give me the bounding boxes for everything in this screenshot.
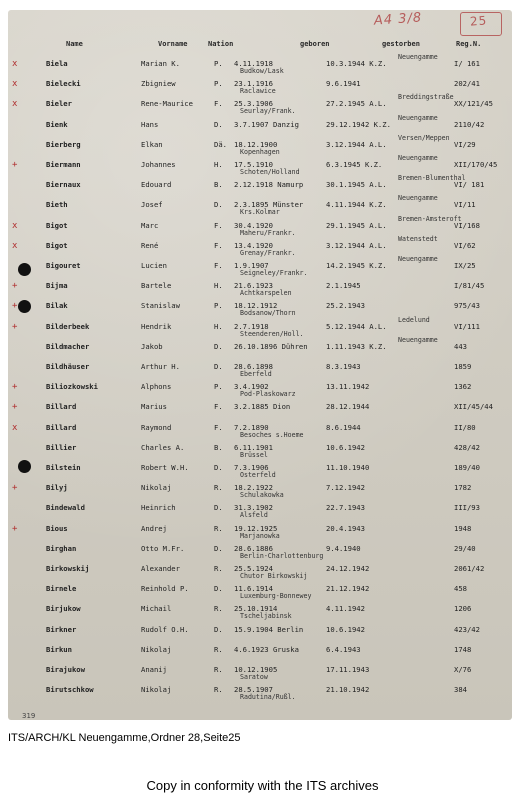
row-reg-number: II/80	[454, 422, 476, 432]
row-surname: Bindewald	[46, 503, 85, 513]
row-died-date: 25.2.1943	[326, 301, 365, 311]
row-died-date: 2.1.1945	[326, 281, 361, 291]
row-nation: P.	[214, 382, 223, 392]
row-born-date: 30.4.1920	[234, 220, 273, 230]
row-mark: +	[12, 321, 18, 332]
row-firstname: Hans	[141, 119, 159, 129]
row-nation: F.	[214, 220, 223, 230]
row-firstname: Rudolf O.H.	[141, 624, 189, 634]
row-died-date: 21.10.1942	[326, 685, 370, 695]
table-row	[8, 682, 512, 702]
row-born-place: Tscheljabinsk	[240, 612, 292, 621]
row-firstname: Alphons	[141, 382, 172, 392]
row-born-place: Pod-Plaskowarz	[240, 390, 296, 399]
row-died-date: 3.12.1944 A.L.	[326, 240, 387, 250]
row-reg-number: 458	[454, 584, 467, 594]
row-nation: H.	[214, 321, 223, 331]
row-died-date: 6.3.1945 K.Z.	[326, 160, 383, 169]
table-row	[8, 561, 512, 581]
table-row	[8, 581, 512, 601]
row-died-date: 24.12.1942	[326, 564, 370, 573]
row-firstname: Arthur H.	[141, 362, 180, 371]
row-firstname: Ananij	[141, 665, 167, 674]
row-nation: R.	[214, 523, 223, 533]
row-nation: R.	[214, 644, 223, 654]
row-nation: F.	[214, 261, 223, 270]
row-surname: Bious	[46, 523, 68, 533]
row-born-place: Krs.Kolmar	[240, 208, 280, 217]
row-died-date: 28.12.1944	[326, 402, 370, 412]
row-nation: D.	[214, 200, 223, 210]
row-reg-number: 423/42	[454, 624, 480, 634]
row-reg-number: XX/121/45	[454, 99, 493, 109]
row-firstname: Hendrik	[141, 321, 172, 331]
row-surname: Bilstein	[46, 463, 81, 472]
table-row	[8, 379, 512, 399]
row-born-place: Chutor Birkowskij	[240, 572, 308, 580]
row-surname: Birnele	[46, 584, 77, 594]
row-born-date: 26.10.1896 Dühren	[234, 341, 308, 351]
row-surname: Bijma	[46, 281, 68, 291]
row-born-date: 7.3.1906	[234, 463, 269, 472]
row-firstname: Lucien	[141, 261, 167, 270]
row-died-date: 4.11.1944 K.Z.	[326, 200, 387, 210]
row-surname: Billier	[46, 442, 77, 452]
row-surname: Biela	[46, 59, 68, 68]
row-surname: Bilyj	[46, 483, 68, 493]
row-surname: Birghan	[46, 543, 77, 553]
row-surname: Birjukow	[46, 604, 81, 614]
row-surname: Birutschkow	[46, 685, 94, 695]
row-nation: R.	[214, 685, 223, 695]
row-mark: +	[12, 281, 18, 292]
row-died-date: 29.1.1945 A.L.	[326, 220, 387, 230]
row-died-date: 29.12.1942 K.Z.	[326, 119, 391, 129]
row-firstname: Edouard	[141, 180, 172, 190]
row-born-date: 1.9.1907	[234, 261, 269, 270]
row-firstname: Johannes	[141, 160, 176, 169]
row-reg-number: VI/ 181	[454, 180, 485, 190]
row-surname: Birkowskij	[46, 564, 90, 573]
row-born-place: Marjanowka	[240, 531, 280, 540]
row-born-place: Besoches s.Hoeme	[240, 430, 304, 439]
row-firstname: Nikolaj	[141, 685, 172, 695]
row-born-date: 28.5.1907	[234, 685, 273, 695]
row-nation: R.	[214, 564, 223, 573]
row-born-date: 2.7.1918	[234, 321, 269, 331]
row-mark: +	[12, 160, 18, 170]
row-surname: Birkun	[46, 644, 72, 654]
row-surname: Bildhäuser	[46, 362, 90, 371]
row-died-note: Neuengamme	[398, 255, 438, 263]
row-died-note: Breddingstraße	[398, 93, 454, 102]
row-died-date: 9.4.1940	[326, 543, 361, 553]
row-surname: Bielecki	[46, 79, 81, 89]
header-reg: Reg.N.	[456, 40, 482, 48]
row-died-date: 1.11.1943 K.Z.	[326, 341, 387, 351]
row-nation: H.	[214, 281, 223, 291]
row-born-date: 17.5.1910	[234, 160, 273, 169]
row-died-note: Bremen-Blumenthal	[398, 174, 466, 183]
table-row	[8, 460, 512, 480]
row-died-note: Versen/Meppen	[398, 133, 450, 142]
row-died-date: 4.11.1942	[326, 604, 365, 614]
row-died-date: 7.12.1942	[326, 483, 365, 493]
row-died-date: 10.6.1942	[326, 442, 365, 452]
table-row	[8, 399, 512, 419]
header-nation: Nation	[208, 40, 234, 48]
row-nation: B.	[214, 442, 223, 452]
table-row	[8, 359, 512, 379]
row-nation: Dä.	[214, 139, 227, 149]
row-nation: B.	[214, 180, 223, 190]
row-nation: F.	[214, 402, 223, 412]
row-reg-number: 1948	[454, 523, 472, 533]
row-surname: Biermann	[46, 160, 81, 169]
table-row	[8, 53, 512, 76]
row-firstname: Heinrich	[141, 503, 176, 513]
row-firstname: Otto M.Fr.	[141, 543, 185, 553]
row-born-date: 13.4.1920	[234, 240, 273, 250]
table-row	[8, 255, 512, 278]
row-reg-number: 428/42	[454, 442, 480, 452]
row-reg-number: 1859	[454, 362, 472, 371]
row-nation: F.	[214, 99, 223, 109]
row-reg-number: IX/25	[454, 261, 476, 270]
row-died-note: Watenstedt	[398, 234, 438, 243]
table-row	[8, 420, 512, 440]
row-surname: Bieth	[46, 200, 68, 210]
row-born-date: 2.12.1918 Namurp	[234, 180, 304, 190]
row-firstname: Nikolaj	[141, 644, 172, 654]
row-nation: F.	[214, 240, 223, 250]
row-surname: Biernaux	[46, 180, 81, 190]
row-nation: D.	[214, 624, 223, 634]
row-surname: Biliozkowski	[46, 382, 98, 392]
row-mark: +	[12, 523, 18, 534]
header-geboren: geboren	[300, 40, 330, 48]
row-died-date: 6.4.1943	[326, 644, 361, 654]
row-mark: x	[12, 240, 18, 251]
row-reg-number: VI/62	[454, 240, 476, 250]
row-mark: x	[12, 59, 18, 69]
table-row	[8, 440, 512, 460]
row-died-date: 3.12.1944 A.L.	[326, 139, 387, 149]
row-reg-number: 975/43	[454, 301, 480, 311]
row-born-place: Bodsanow/Thorn	[240, 309, 296, 318]
row-reg-number: 189/40	[454, 463, 480, 472]
row-reg-number: 384	[454, 685, 467, 695]
row-nation: D.	[214, 584, 223, 594]
row-born-date: 3.7.1907 Danzig	[234, 119, 299, 129]
row-reg-number: I/ 161	[454, 59, 480, 68]
row-nation: H.	[214, 160, 223, 169]
row-born-date: 28.6.1886	[234, 543, 273, 553]
row-firstname: Rene-Maurice	[141, 99, 193, 109]
row-born-place: Maheru/Frankr.	[240, 228, 296, 237]
row-nation: P.	[214, 79, 223, 89]
row-surname: Bigot	[46, 220, 68, 230]
row-surname: Bienk	[46, 119, 68, 129]
row-firstname: Robert W.H.	[141, 463, 189, 472]
row-died-note: Bremen-Amsteroft	[398, 214, 462, 223]
archive-stamp: A4 3/8	[373, 10, 423, 29]
row-reg-number: 1748	[454, 644, 472, 654]
row-firstname: Marian K.	[141, 59, 180, 68]
row-surname: Bildmacher	[46, 341, 90, 351]
row-nation: P.	[214, 301, 223, 311]
document-scan	[8, 10, 512, 720]
row-born-place: Steenderen/Holl.	[240, 329, 304, 338]
row-died-note: Neuengamme	[398, 53, 438, 61]
row-reg-number: XII/45/44	[454, 402, 493, 412]
row-mark: +	[12, 301, 18, 312]
row-born-date: 3.2.1885 Dion	[234, 402, 291, 412]
row-died-date: 17.11.1943	[326, 665, 370, 674]
page-number: 319	[22, 712, 36, 720]
row-firstname: Stanislaw	[141, 301, 180, 311]
row-surname: Billard	[46, 402, 77, 412]
row-died-date: 10.3.1944 K.Z.	[326, 59, 387, 68]
header-gestorben: gestorben	[382, 40, 420, 48]
row-firstname: Michail	[141, 604, 172, 614]
row-firstname: Andrej	[141, 523, 167, 533]
row-mark: x	[12, 99, 18, 110]
row-surname: Bilderbeek	[46, 321, 90, 331]
row-born-date: 21.6.1923	[234, 281, 273, 291]
row-mark: x	[12, 79, 18, 90]
row-born-place: Eberfeld	[240, 370, 272, 378]
row-died-note: Neuengamme	[398, 194, 438, 203]
row-firstname: Raymond	[141, 422, 172, 432]
row-born-place: Budkow/Lask	[240, 67, 284, 75]
row-mark: +	[12, 382, 18, 393]
table-row	[8, 541, 512, 561]
row-reg-number: I/81/45	[454, 281, 485, 291]
row-surname: Bieler	[46, 99, 72, 109]
row-born-date: 23.1.1916	[234, 79, 273, 89]
row-firstname: Nikolaj	[141, 483, 172, 493]
row-firstname: Charles A.	[141, 442, 185, 452]
row-firstname: René	[141, 240, 159, 250]
row-reg-number: 2061/42	[454, 564, 485, 573]
row-reg-number: VI/29	[454, 139, 476, 149]
row-born-place: Radutina/Rußl.	[240, 693, 296, 702]
row-died-note: Neuengamme	[398, 335, 438, 344]
row-born-place: Grenay/Frankr.	[240, 248, 296, 257]
row-died-date: 8.6.1944	[326, 422, 361, 432]
row-surname: Bigot	[46, 240, 68, 250]
row-born-date: 25.3.1906	[234, 99, 273, 109]
row-nation: R.	[214, 665, 223, 674]
row-nation: R.	[214, 483, 223, 493]
row-born-place: Seigneley/Frankr.	[240, 269, 308, 277]
row-surname: Billard	[46, 422, 77, 432]
copy-note: Copy in conformity with the ITS archives	[146, 778, 379, 793]
row-mark: x	[12, 422, 18, 433]
row-reg-number: XII/170/45	[454, 160, 498, 169]
row-firstname: Marius	[141, 402, 167, 412]
row-born-place: Schoten/Holland	[240, 168, 300, 176]
row-reg-number: III/93	[454, 503, 480, 513]
row-born-place: Osterfeld	[240, 471, 276, 479]
row-firstname: Elkan	[141, 139, 163, 149]
table-row	[8, 521, 512, 541]
row-reg-number: VI/11	[454, 200, 476, 210]
row-reg-number: VI/111	[454, 321, 480, 331]
row-reg-number: VI/168	[454, 220, 480, 230]
stamp-box-number: 25	[469, 13, 488, 29]
row-surname: Bigouret	[46, 261, 81, 270]
row-born-date: 3.4.1902	[234, 382, 269, 392]
row-nation: D.	[214, 341, 223, 351]
row-born-date: 18.12.1912	[234, 301, 278, 311]
row-reg-number: 2110/42	[454, 119, 485, 129]
header-name: Name	[66, 40, 83, 48]
row-born-place: Alsfeld	[240, 511, 268, 520]
header-vorname: Vorname	[158, 40, 188, 48]
table-row	[8, 278, 512, 298]
row-born-date: 25.5.1924	[234, 564, 273, 573]
row-born-date: 4.6.1923 Gruska	[234, 644, 299, 654]
row-mark: +	[12, 483, 18, 494]
row-died-date: 20.4.1943	[326, 523, 365, 533]
row-mark: +	[12, 402, 18, 413]
row-born-date: 25.10.1914	[234, 604, 278, 614]
table-row	[8, 662, 512, 682]
row-nation: D.	[214, 119, 223, 129]
row-born-date: 7.2.1890	[234, 422, 269, 432]
row-nation: D.	[214, 543, 223, 553]
row-firstname: Alexander	[141, 564, 180, 573]
row-firstname: Josef	[141, 200, 163, 210]
row-surname: Bierberg	[46, 139, 81, 149]
row-born-place: Saratow	[240, 673, 268, 681]
table-row	[8, 298, 512, 318]
table-row	[8, 500, 512, 520]
table-row	[8, 335, 512, 359]
row-born-date: 10.12.1905	[234, 665, 278, 674]
row-born-date: 4.11.1918	[234, 59, 273, 68]
row-born-date: 6.11.1901	[234, 442, 273, 452]
row-died-date: 8.3.1943	[326, 362, 361, 371]
row-died-note: Neuengamme	[398, 113, 438, 122]
row-mark: x	[12, 220, 18, 231]
archive-reference: ITS/ARCH/KL Neuengamme,Ordner 28,Seite25	[8, 732, 241, 744]
row-born-date: 19.12.1925	[234, 523, 278, 533]
row-surname: Birajukow	[46, 665, 85, 674]
row-died-date: 30.1.1945 A.L.	[326, 180, 387, 190]
row-died-date: 9.6.1941	[326, 79, 361, 89]
row-reg-number: 29/40	[454, 543, 476, 553]
row-born-place: Schulakowka	[240, 491, 284, 500]
row-died-date: 11.10.1940	[326, 463, 370, 472]
table-row	[8, 642, 512, 662]
row-born-place: Berlin-Charlottenburg	[240, 551, 324, 560]
row-nation: D.	[214, 503, 223, 513]
row-nation: F.	[214, 422, 223, 432]
table-row	[8, 622, 512, 642]
row-died-date: 27.2.1945 A.L.	[326, 99, 387, 109]
row-died-date: 22.7.1943	[326, 503, 365, 513]
row-born-date: 11.6.1914	[234, 584, 273, 594]
row-nation: R.	[214, 604, 223, 614]
row-born-place: Raclawice	[240, 87, 276, 96]
table-row	[8, 601, 512, 621]
row-born-date: 31.3.1902	[234, 503, 273, 513]
row-born-place: Luxemburg-Bonnewey	[240, 592, 312, 601]
row-born-place: Kopenhagen	[240, 147, 280, 156]
row-nation: D.	[214, 362, 223, 371]
row-born-place: Brüssel	[240, 450, 268, 459]
row-died-date: 5.12.1944 A.L.	[326, 321, 387, 331]
row-died-date: 21.12.1942	[326, 584, 370, 594]
row-reg-number: 443	[454, 341, 467, 351]
row-died-date: 10.6.1942	[326, 624, 365, 634]
row-born-date: 28.6.1898	[234, 362, 273, 371]
row-died-note: Ledelund	[398, 315, 430, 324]
row-reg-number: 202/41	[454, 79, 480, 89]
row-reg-number: 1206	[454, 604, 472, 614]
row-born-date: 18.2.1922	[234, 483, 273, 493]
row-surname: Birkner	[46, 624, 77, 634]
row-reg-number: X/76	[454, 665, 472, 674]
row-born-date: 15.9.1904 Berlin	[234, 624, 304, 634]
row-born-date: 18.12.1900	[234, 139, 278, 149]
row-firstname: Bartele	[141, 281, 172, 291]
row-died-date: 14.2.1945 K.Z.	[326, 261, 387, 270]
row-born-place: Seurlay/Frank.	[240, 107, 296, 116]
row-firstname: Reinhold P.	[141, 584, 189, 594]
row-reg-number: 1782	[454, 483, 472, 493]
row-born-date: 2.3.1895 Münster	[234, 200, 304, 210]
row-firstname: Jakob	[141, 341, 163, 351]
row-died-note: Neuengamme	[398, 154, 438, 162]
row-reg-number: 1362	[454, 382, 472, 392]
row-born-place: Achtkarspelen	[240, 289, 292, 298]
row-nation: P.	[214, 59, 223, 68]
row-surname: Bilak	[46, 301, 68, 311]
row-died-date: 13.11.1942	[326, 382, 370, 392]
table-row	[8, 480, 512, 500]
row-firstname: Marc	[141, 220, 159, 230]
row-nation: D.	[214, 463, 223, 472]
row-firstname: Zbigniew	[141, 79, 176, 89]
